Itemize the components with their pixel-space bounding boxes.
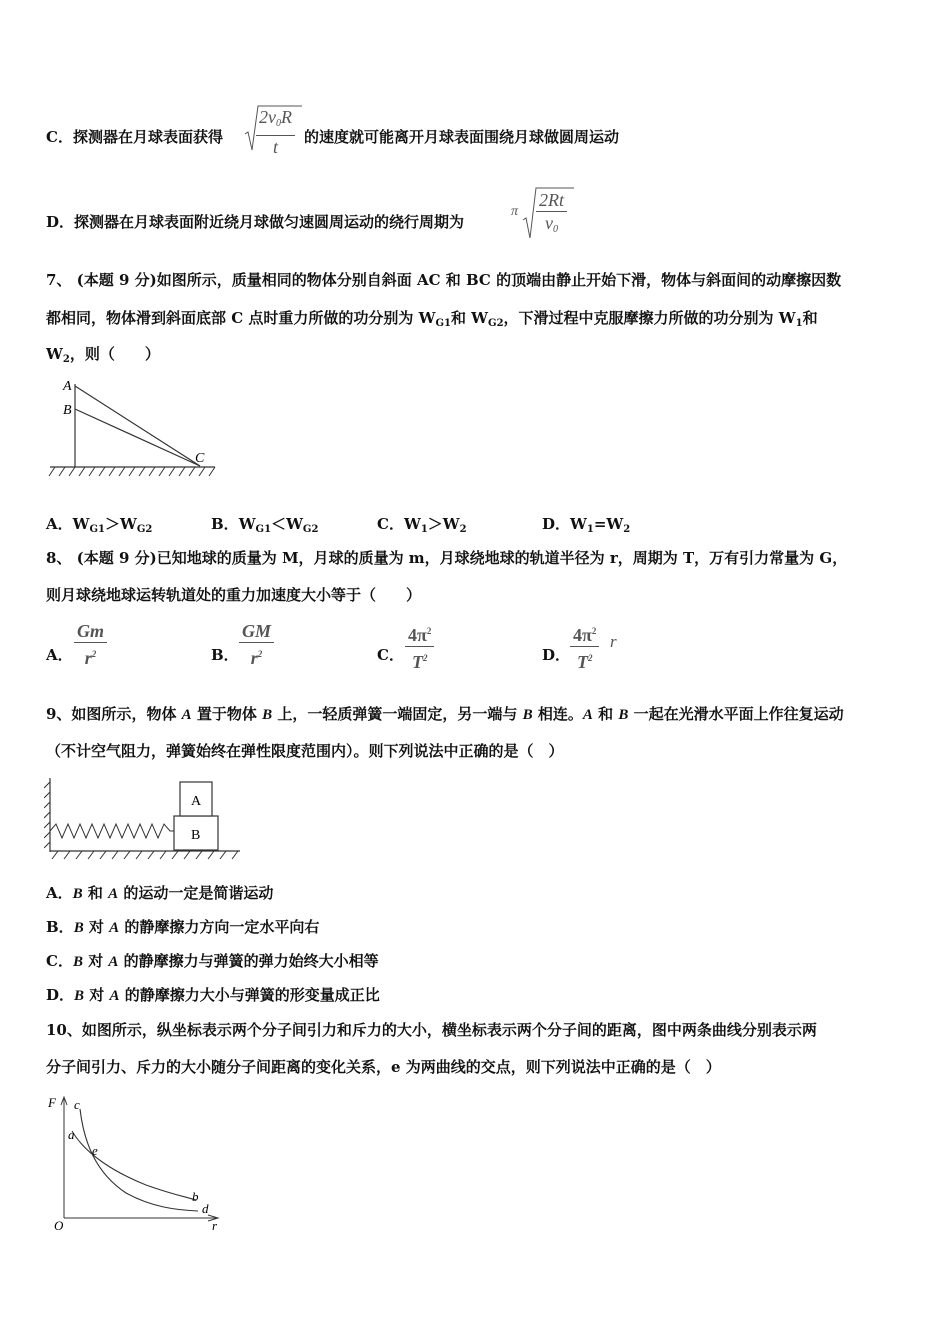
- q7-option-d[interactable]: D．$W_1=W_2$: [542, 515, 631, 535]
- q8-option-c[interactable]: C． $\frac{4\pi^2}{T^2}$: [377, 620, 404, 641]
- q7-option-b[interactable]: B．$W_{G1}<W_{G2}$: [211, 515, 319, 535]
- incline-bc: [75, 409, 200, 466]
- q7-option-a[interactable]: A．$W_{G1}>W_{G2}$: [46, 515, 153, 535]
- spring-icon: [50, 824, 174, 838]
- q6-option-d-label: D．: [46, 213, 75, 231]
- q7-incline-figure: [45, 374, 225, 484]
- q8-c-numerator: $4\pi^2$: [408, 625, 432, 645]
- q10-molecular-force-figure: [46, 1093, 236, 1238]
- q8-a-numerator: Gm: [77, 621, 104, 641]
- q6-option-d-formula: [522, 186, 574, 242]
- q8-d-numerator: $4\pi^2$: [573, 625, 597, 645]
- q6-option-c-text-pre: 探测器在月球表面获得: [72, 128, 223, 146]
- q9-option-b[interactable]: B．B 对 A 的静摩擦力方向一定水平向右: [46, 918, 320, 936]
- q10-fig-label-f: F: [48, 1095, 56, 1110]
- q7-fig-label-a: A: [63, 379, 72, 394]
- q9-stem-line2: （不计空气阻力，弹簧始终在弹性限度范围内）。则下列说法中正确的是（ ）: [46, 742, 564, 760]
- q9-option-a[interactable]: A．B 和 A 的运动一定是简谐运动: [46, 884, 274, 902]
- incline-ac: [75, 386, 200, 466]
- q7-stem-line2: 都相同，物体滑到斜面底部 C 点时重力所做的功分别为 $W_{G1}$和 $W_{G2}$，下滑过程中克服摩擦力所做的功分别为 $W_1$和: [46, 309, 818, 329]
- q6-option-d: [46, 211, 464, 233]
- q9-option-c[interactable]: C．B 对 A 的静摩擦力与弹簧的弹力始终大小相等: [46, 952, 379, 970]
- q8-stem-line1: 8、 (本题 9 分)已知地球的质量为 M，月球的质量为 m，月球绕地球的轨道半径为 r，周期为 T，万有引力常量为 G，: [46, 549, 848, 567]
- q7-option-c[interactable]: C．$W_1>W_2$: [377, 515, 467, 535]
- q10-stem-line1: 10、如图所示，纵坐标表示两个分子间引力和斥力的大小，横坐标表示两个分子间的距离，图中两条曲线分别表示两: [46, 1021, 817, 1039]
- q9-option-d[interactable]: D．B 对 A 的静摩擦力大小与弹簧的形变量成正比: [46, 986, 380, 1004]
- q9-spring-figure: [44, 774, 244, 864]
- q10-stem-line2: 分子间引力、斥力的大小随分子间距离的变化关系，e 为两曲线的交点，则下列说法中正确的是（ ）: [46, 1058, 721, 1076]
- q6-c-numerator: $2v_0R$: [259, 107, 292, 129]
- q6-option-c-label: C．: [46, 128, 73, 146]
- q10-fig-label-a: a: [68, 1127, 75, 1142]
- q6-option-c-formula: [244, 104, 302, 157]
- q6-c-denominator: t: [256, 135, 295, 158]
- q8-c-denominator: $T^2$: [405, 646, 434, 673]
- q8-option-a[interactable]: A． $\frac{Gm}{r^2}$: [46, 620, 73, 641]
- q8-a-denominator: $r^2$: [74, 642, 107, 669]
- q7-stem-line1: 7、 (本题 9 分)如图所示，质量相同的物体分别自斜面 AC 和 BC 的顶端由静止开始下滑，物体与斜面间的动摩擦因数: [46, 271, 842, 289]
- q8-stem-line2: 则月球绕地球运转轨道处的重力加速度大小等于（ ）: [46, 586, 422, 604]
- q6-d-denominator: $v_0$: [536, 211, 567, 241]
- q7-fig-label-c: C: [195, 451, 205, 466]
- q6-d-pi: π: [511, 204, 519, 219]
- q7-stem-line3: $W_2$，则（ ）: [46, 345, 160, 365]
- q9-fig-label-b: B: [191, 828, 201, 843]
- q8-b-numerator: GM: [242, 621, 272, 641]
- q8-d-tail: r: [610, 632, 617, 651]
- curve-a-b: [72, 1131, 196, 1200]
- q6-option-c: [46, 126, 223, 148]
- q10-fig-label-d: d: [202, 1201, 209, 1216]
- q8-d-denominator: $T^2$: [570, 646, 599, 673]
- q6-option-c-text-post: 的速度就可能离开月球表面围绕月球做圆周运动: [304, 128, 620, 146]
- q8-option-b[interactable]: B． $\frac{GM}{r^2}$: [211, 620, 239, 641]
- q10-fig-label-c: c: [74, 1097, 80, 1112]
- q10-fig-label-b: b: [192, 1189, 199, 1204]
- q9-stem-line1: 9、如图所示，物体 A 置于物体 B 上，一轻质弹簧一端固定，另一端与 B 相连。A 和 B 一起在光滑水平面上作往复运动: [46, 705, 844, 723]
- q10-fig-label-r: r: [212, 1218, 218, 1233]
- q8-b-denominator: $r^2$: [239, 642, 274, 669]
- q6-d-numerator: 2Rt: [539, 190, 564, 210]
- q9-fig-label-a: A: [191, 794, 202, 809]
- q7-fig-label-b: B: [63, 403, 72, 418]
- q6-option-d-text: 探测器在月球表面附近绕月球做匀速圆周运动的绕行周期为: [74, 213, 465, 231]
- q10-fig-label-e: e: [92, 1143, 98, 1158]
- q10-fig-label-o: O: [54, 1218, 64, 1233]
- q8-option-d[interactable]: D． $\frac{4\pi^2}{T^2}$ r: [542, 620, 570, 641]
